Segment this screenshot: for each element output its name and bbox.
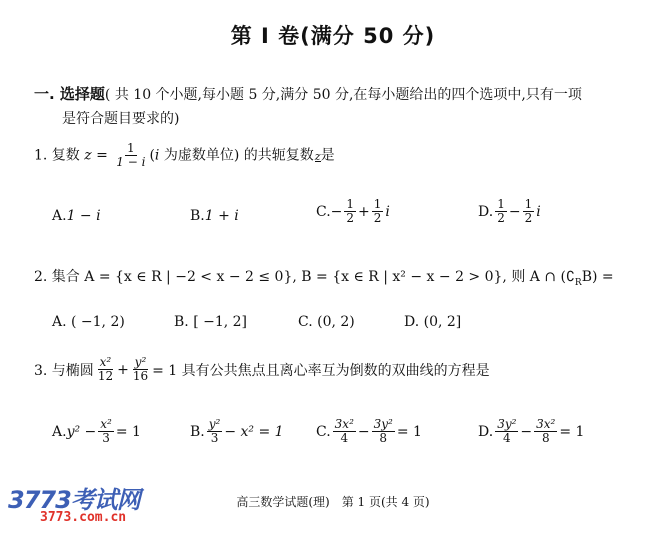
q3-f1-den: 12 xyxy=(97,369,114,384)
q1-option-d-frac1 xyxy=(495,198,507,225)
q3-c-d1: 4 xyxy=(340,431,349,446)
q3-option-c-post: = 1 xyxy=(396,423,422,440)
q2-text: 2. 集合 A = {x ∈ R | −2 < x − 2 ≤ 0}, B = {x ∈ R | x² − x − 2 > 0}, 则 A ∩ (∁ xyxy=(34,269,575,285)
q3-option-c-op: − xyxy=(357,423,370,440)
q1-option-d-op: − xyxy=(508,203,521,220)
q3-c-d2: 8 xyxy=(379,431,388,446)
q3-option-b[interactable] xyxy=(190,418,284,445)
q1-c-d1: 2 xyxy=(346,211,355,226)
q3-d-n2: 3x² xyxy=(536,417,556,431)
q3-option-b-label: B. xyxy=(190,423,205,440)
watermark-logo: 3773考试网 xyxy=(8,486,140,514)
q3-c-n1: 3x² xyxy=(334,417,354,431)
watermark-url: 3773.com.cn xyxy=(40,510,127,525)
q3-option-b-frac xyxy=(207,418,223,445)
q3-option-a-post: = 1 xyxy=(115,423,141,440)
page-title: 第 I 卷(满分 50 分) xyxy=(230,24,436,48)
q3-option-d-frac1 xyxy=(495,418,518,445)
q1-fraction xyxy=(114,142,147,169)
page-footer: 高三数学试题(理) 第 1 页(共 4 页) xyxy=(236,495,430,509)
q1-d-d1: 2 xyxy=(497,211,505,226)
q3-prefix: 3. 与椭圆 xyxy=(34,362,94,379)
q1-prefix: 1. 复数 xyxy=(34,147,85,164)
q1-eq: = xyxy=(91,147,113,164)
q3-option-d-post: = 1 xyxy=(559,423,585,440)
q1-option-a-label: A. xyxy=(52,208,67,224)
q3-option-a-pre: y² − xyxy=(66,423,97,440)
q1-d-n1: 1 xyxy=(497,197,505,211)
q1-option-d-label: D. xyxy=(478,203,494,220)
q3-option-d[interactable] xyxy=(478,418,584,445)
q3-option-d-op: − xyxy=(520,423,533,440)
q3-option-a-label: A. xyxy=(52,423,67,440)
q1-d-n2: 1 xyxy=(524,197,533,211)
q1-option-d[interactable] xyxy=(478,198,541,225)
q1-option-c-frac1 xyxy=(344,198,356,225)
q1-suffix-z: z xyxy=(314,149,321,163)
question-1 xyxy=(34,142,335,169)
q1-option-d-tail: i xyxy=(536,203,541,220)
q3-a-den: 3 xyxy=(102,431,110,446)
q3-option-a[interactable] xyxy=(52,418,141,445)
q1-option-c-tail: i xyxy=(385,203,390,220)
q1-frac-den: 1 − i xyxy=(116,155,146,170)
q3-a-num: x² xyxy=(100,417,112,431)
q1-var: z xyxy=(84,147,92,164)
q3-option-c-frac1 xyxy=(333,418,356,445)
q1-d-d2: 2 xyxy=(524,211,533,226)
q1-suffix-c: 是 xyxy=(320,147,335,164)
q2-sub: R xyxy=(574,277,582,288)
q3-b-num: y² xyxy=(208,417,221,431)
q1-option-c-label: C. xyxy=(316,203,331,220)
q3-d-n1: 3y² xyxy=(497,417,517,431)
section-instruction-cont: 是符合题目要求的) xyxy=(62,111,180,127)
q3-option-a-frac xyxy=(98,418,114,445)
section-heading xyxy=(34,82,644,107)
q3-option-c-label: C. xyxy=(316,423,331,440)
q3-option-d-label: D. xyxy=(478,423,494,440)
q3-b-den: 3 xyxy=(210,431,219,446)
q1-option-c-frac2 xyxy=(372,198,384,225)
section-instruction: ( 共 10 个小题,每小题 5 分,满分 50 分,在每小题给出的四个选项中,只有一项 xyxy=(104,87,582,103)
q1-c-d2: 2 xyxy=(373,211,382,226)
q2-option-b[interactable]: B. [ −1, 2] xyxy=(174,314,248,330)
q1-option-d-frac2 xyxy=(523,198,535,225)
q1-suffix-i: i xyxy=(154,147,160,164)
q3-f2-num: y² xyxy=(134,355,147,369)
q1-suffix-a: ( xyxy=(149,147,155,164)
q1-c-n1: 1 xyxy=(346,197,355,211)
q3-frac2 xyxy=(131,356,150,383)
q3-option-b-post: − x² = 1 xyxy=(224,423,284,440)
q1-option-a-text: 1 − i xyxy=(66,208,101,224)
q1-option-b-label: B. xyxy=(190,208,205,224)
q2-option-c[interactable]: C. (0, 2) xyxy=(298,314,355,330)
q3-c-n2: 3y² xyxy=(373,417,393,431)
q1-option-b[interactable] xyxy=(190,208,239,224)
q3-option-d-frac2 xyxy=(534,418,557,445)
q3-op: + xyxy=(117,361,129,378)
q3-option-c-frac2 xyxy=(372,418,395,445)
question-2 xyxy=(34,266,614,288)
q2-option-a[interactable]: A. ( −1, 2) xyxy=(52,314,125,330)
q1-option-c-sign: − xyxy=(330,203,343,220)
q2-option-d[interactable]: D. (0, 2] xyxy=(404,314,462,330)
q1-option-c[interactable] xyxy=(316,198,390,225)
q3-d-d2: 8 xyxy=(541,431,550,446)
q1-suffix-b: 为虚数单位) 的共轭复数 xyxy=(159,147,314,164)
section-label: 一. 选择题 xyxy=(34,85,105,103)
q3-frac1 xyxy=(96,356,115,383)
q3-d-d1: 4 xyxy=(502,431,511,446)
q1-option-a[interactable] xyxy=(52,208,101,224)
q3-option-c[interactable] xyxy=(316,418,422,445)
q3-f2-den: 16 xyxy=(132,369,149,384)
q3-f1-num: x² xyxy=(99,355,112,369)
q1-frac-num: 1 xyxy=(127,141,135,155)
q1-c-n2: 1 xyxy=(373,197,382,211)
q1-option-c-op: + xyxy=(358,203,370,220)
q3-suffix: = 1 具有公共焦点且离心率互为倒数的双曲线的方程是 xyxy=(152,362,490,379)
q1-option-b-text: 1 + i xyxy=(204,208,239,224)
question-3 xyxy=(34,356,490,383)
q2-tail: B) = xyxy=(581,269,614,285)
